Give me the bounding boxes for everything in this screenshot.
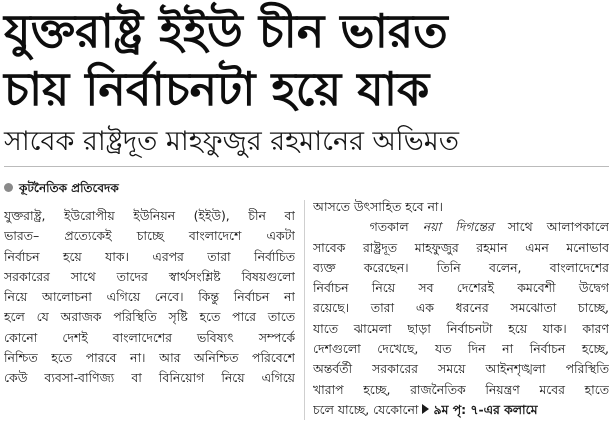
left-column: [4, 206, 295, 389]
body-line: সাবেক রাষ্ট্রদূত মাহফুজুর রহমান এমন মনোভাব: [313, 239, 609, 255]
byline: [4, 179, 119, 197]
body-line: রয়েছে। তারা এক ধরনের সমঝোতা চাচ্ছে,: [313, 300, 609, 316]
body-line: কেউ ব্যবসা-বাণিজ্য বা বিনিয়োগ নিয়ে এগিয়ে: [4, 370, 295, 386]
headline-divider: [4, 166, 609, 167]
headline-line-1: যুক্তরাষ্ট্র ইইউ চীন ভারত: [4, 4, 448, 58]
body-line: নিশ্চিত হতে পারবে না। আর অনিশ্চিত পরিবেশে: [4, 350, 295, 366]
headline: [4, 2, 609, 118]
arrow-right-icon: [422, 404, 429, 414]
headline-line-2: চায় নির্বাচনটা হয়ে যাক: [4, 62, 430, 116]
body-line: ভারত– প্রত্যেকেই চাচ্ছে বাংলাদেশে একটা: [4, 228, 295, 244]
body-line: নির্বাচন নিয়ে সব দেশেরই কমবেশী উদ্বেগ: [313, 280, 609, 296]
body-text: গতকাল: [369, 219, 423, 235]
body-line: নিয়ে আলোচনা এগিয়ে নেবে। কিন্তু নির্বাচন না: [4, 289, 295, 305]
body-line: হলে যে অরাজক পরিস্থিতি সৃষ্টি হতে পারে তাতে: [4, 309, 295, 325]
body-line: ব্যক্ত করেছেন। তিনি বলেন, বাংলাদেশের: [313, 259, 609, 275]
body-text: সাথে আলাপকালে: [493, 219, 609, 235]
body-line: সরকারের সাথে তাদের স্বার্থসংশ্লিষ্ট বিষয়গুলো: [4, 268, 295, 284]
body-line: যুক্তরাষ্ট্র, ইউরোপীয় ইউনিয়ন (ইইউ), চীন বা: [4, 208, 295, 223]
body-line: খারাপ হচ্ছে, রাজনৈতিক নিয়ন্ত্রণ মবের হাতে: [313, 381, 609, 397]
body-line: আসতে উৎসাহিত হবে না।: [313, 199, 443, 214]
subheadline: সাবেক রাষ্ট্রদূত মাহফুজুর রহমানের অভিমত: [4, 126, 459, 157]
body-text: চলে যাচ্ছে, যেকোনো: [313, 401, 423, 417]
byline-text: কূটনৈতিক প্রতিবেদক: [19, 181, 119, 195]
body-line-with-jump: [313, 400, 609, 420]
body-line: যাতে ঝামেলা ছাড়া নির্বাচনটা হয়ে যাক। কারণ: [313, 320, 609, 336]
body-line: কোনো দেশই বাংলাদেশের ভবিষ্যৎ সম্পর্কে: [4, 329, 295, 345]
body-line: দেশগুলো দেখেছে, যত দিন না নির্বাচন হচ্ছে,: [313, 341, 609, 357]
continued-jump-link[interactable]: ৯ম পৃ: ৭-এর কলামে: [433, 401, 538, 417]
body-line-paper-mention: [313, 217, 609, 237]
right-column: [313, 197, 609, 420]
column-divider: [304, 200, 305, 420]
body-line: অন্তর্বর্তী সরকারের সময়ে আইনশৃঙ্খলা পরিস্থিতি: [313, 361, 609, 377]
newspaper-name: নয়া দিগন্তের: [422, 219, 494, 235]
bullet-icon: [4, 183, 13, 192]
body-line: নির্বাচন হয়ে যাক। এরপর তারা নির্বাচিত: [4, 248, 295, 264]
